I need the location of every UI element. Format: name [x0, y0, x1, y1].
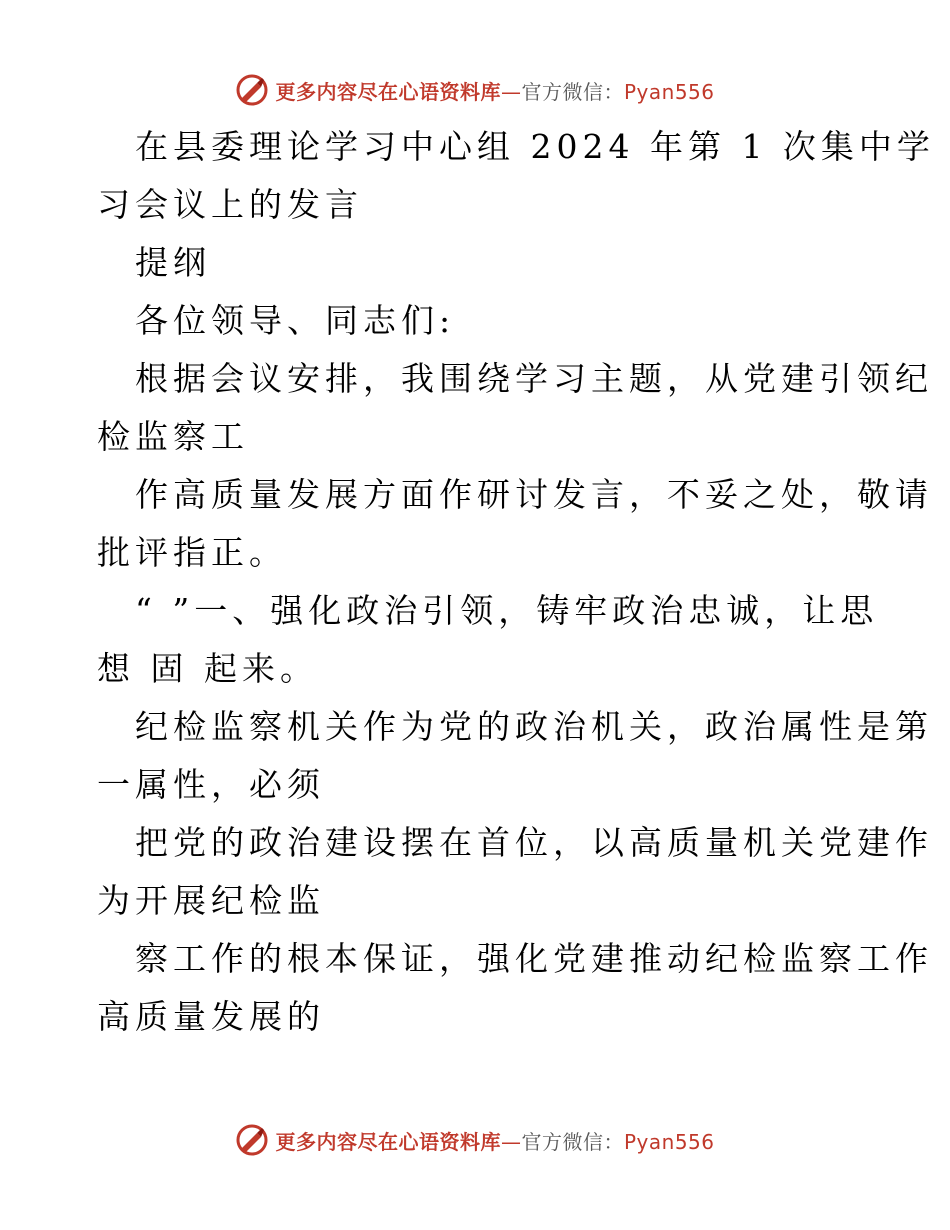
text-line: 各位领导、同志们: [135, 301, 456, 340]
text-line: 想 固 起来。 [97, 649, 318, 688]
text-line: 提纲 [135, 243, 211, 282]
text-line: 纪检监察机关作为党的政治机关，政治属性是第 [135, 707, 933, 746]
watermark-dash: — [500, 79, 522, 104]
header-watermark [0, 70, 950, 110]
watermark-text [275, 1126, 714, 1155]
footer-watermark [0, 1120, 950, 1160]
watermark-id: Pyan556 [623, 1129, 715, 1154]
watermark-sub: 官方微信： [521, 1129, 624, 1154]
text-line: 作高质量发展方面作研讨发言，不妥之处，敬请 [135, 475, 933, 514]
text-line: 习会议上的发言 [97, 185, 363, 224]
watermark-text [275, 76, 714, 105]
watermark-id: Pyan556 [623, 79, 715, 104]
document-body [97, 118, 935, 1046]
text-line: 为开展纪检监 [97, 881, 325, 920]
text-line: 检监察工 [97, 417, 249, 456]
watermark-dash: — [500, 1129, 522, 1154]
watermark-sub: 官方微信： [521, 79, 624, 104]
watermark-main: 更多内容尽在心语资料库 [275, 79, 501, 104]
watermark-main: 更多内容尽在心语资料库 [275, 1129, 501, 1154]
text-line: 把党的政治建设摆在首位，以高质量机关党建作 [135, 823, 933, 862]
pen-logo-icon [235, 73, 269, 107]
text-line: 察工作的根本保证，强化党建推动纪检监察工作 [135, 939, 933, 978]
text-line: 批评指正。 [97, 533, 287, 572]
pen-logo-icon [235, 1123, 269, 1157]
text-line: 高质量发展的 [97, 997, 325, 1036]
text-line: 一属性，必须 [97, 765, 325, 804]
text-line: “ ”一、强化政治引领，铸牢政治忠诚，让思 [135, 591, 879, 630]
text-line: 在县委理论学习中心组 2024 年第 1 次集中学 [135, 127, 935, 166]
text-line: 根据会议安排，我围绕学习主题，从党建引领纪 [135, 359, 933, 398]
